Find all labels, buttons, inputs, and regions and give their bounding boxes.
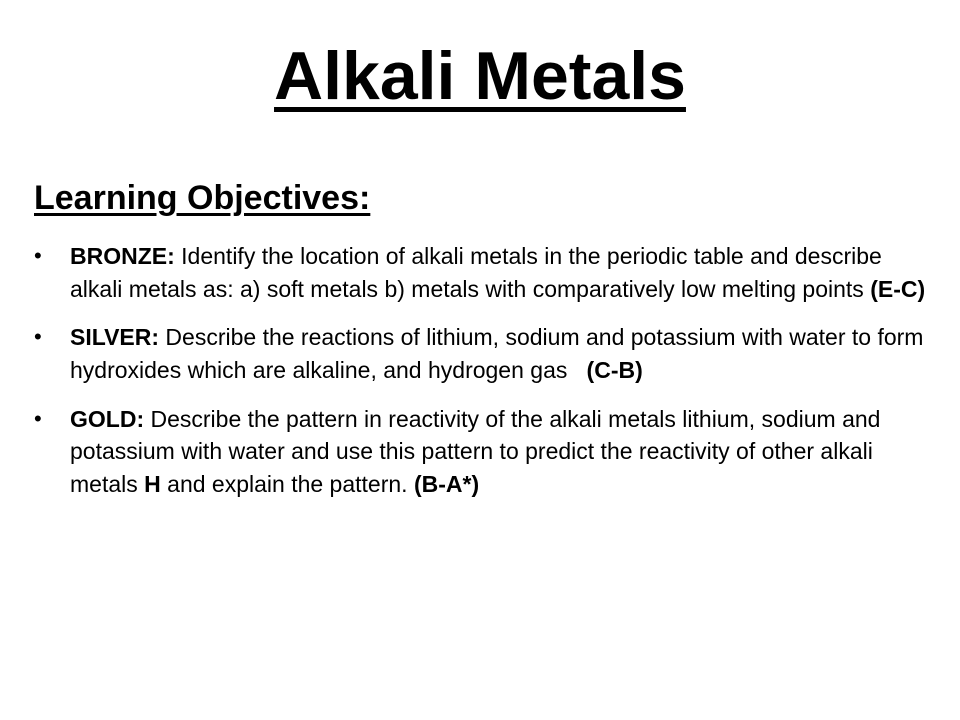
objective-grade: (B-A*) xyxy=(413,470,480,497)
objective-text: Describe the reactions of lithium, sodium and potassium with water to form hydroxides which are alkaline, and hydrogen gas xyxy=(70,324,924,383)
objective-bronze xyxy=(34,240,934,305)
learning-objectives-heading: Learning Objectives: xyxy=(34,179,371,217)
objective-level: GOLD: xyxy=(70,405,145,432)
objective-level: BRONZE: xyxy=(70,243,175,269)
bullet-icon: • xyxy=(34,324,42,350)
bullet-icon: • xyxy=(34,405,42,431)
objective-grade: (C-B) xyxy=(586,356,643,383)
objective-gold xyxy=(34,403,934,501)
objective-silver xyxy=(34,321,934,386)
objective-grade: (E-C) xyxy=(870,275,926,302)
objective-text: Identify the location of alkali metals in the periodic table and describe alkali metals as: a) soft metals b) metals with comparatively low melting points xyxy=(70,243,882,302)
bullet-icon: • xyxy=(34,243,42,268)
objectives-list xyxy=(34,240,934,517)
objective-text: Describe the pattern in reactivity of the alkali metals lithium, sodium and potassium with water and use this pattern to predict the reactivity of other alkali metals xyxy=(70,405,881,497)
slide-title: Alkali Metals xyxy=(274,38,686,114)
objective-emphasis: H xyxy=(144,470,161,497)
objective-level: SILVER: xyxy=(70,324,160,351)
objective-text-after: and explain the pattern. xyxy=(160,470,414,497)
